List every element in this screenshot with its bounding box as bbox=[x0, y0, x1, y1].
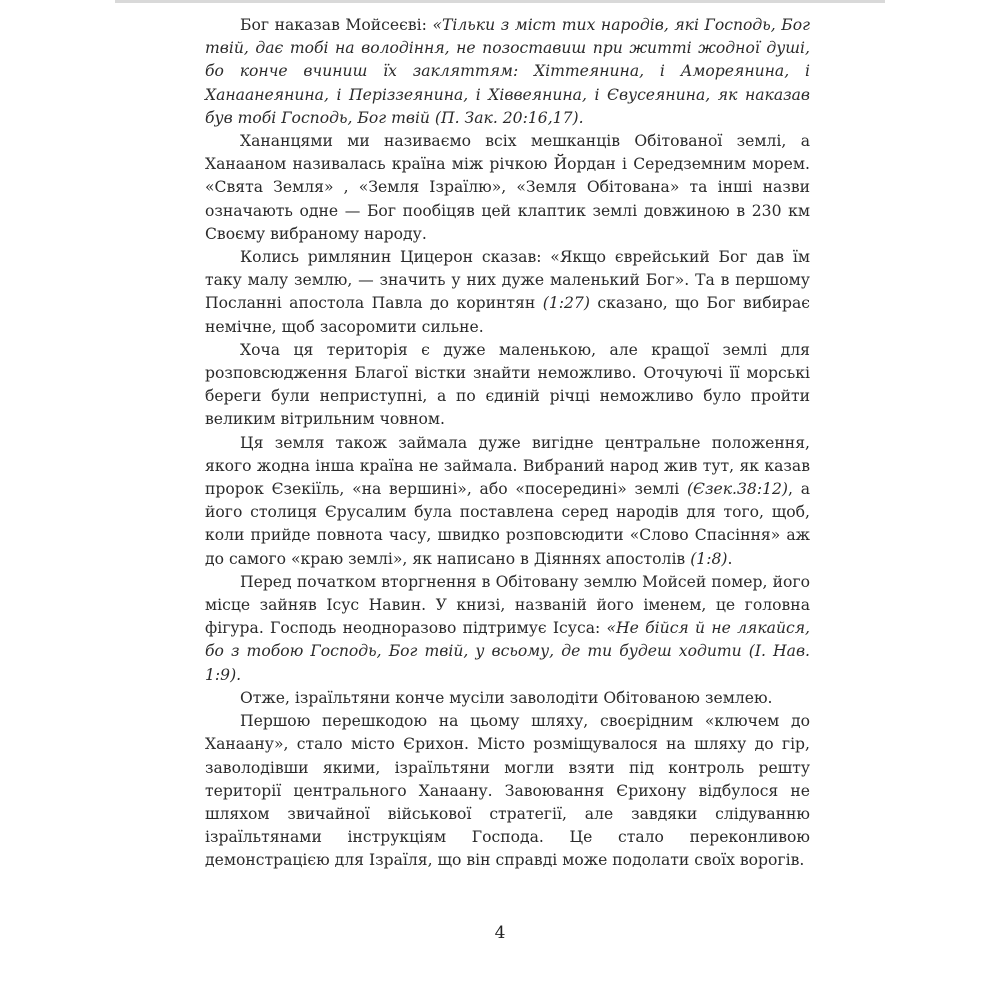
paragraph-text: Бог наказав Мойсеєві: bbox=[240, 16, 433, 34]
paragraph-text: сказано, що Бог вибирає немічне, щоб засоромити сильне. bbox=[205, 294, 811, 336]
paragraph-text: Перед початком вторгнення в Обітовану землю Мойсей помер, його місце зайняв Ісус Навин. У книзі, названій його іменем, це головна фігура. Господь неодноразово підтримує Ісуса: bbox=[205, 572, 810, 638]
paragraph-joshua bbox=[205, 571, 810, 687]
paragraph-text: Колись римлянин Цицерон сказав: «Якщо єврейський Бог дав їм таку малу землю, — значить у них дуже маленький Бог». Та в першому Посланні апостола Павла до коринтян bbox=[205, 248, 810, 313]
paragraph-text: Хоча ця територія є дуже маленькою, але кращої землі для розповсюдження Благої вістки знайти неможливо. Оточуючі її морські береги були неприступні, а по єдиній річці неможливо було пройти великим вітрильним човном. bbox=[205, 340, 810, 429]
page-number: 4 bbox=[494, 923, 506, 943]
paragraph-text: , а його столиця Єрусалим була поставлена серед народів для того, щоб, коли прийде повнота часу, швидко розповсюдити «Слово Спасіння» аж до самого «краю землі», як написано в Діяннях апостолів bbox=[205, 480, 810, 568]
paragraph-text: Хананцями ми називаємо всіх мешканців Обітованої землі, а Ханааном називалась країна між річкою Йордан і Середземним морем. «Свята Земля» , «Земля Ізраїлю», «Земля Обітована» та інші назви означають одне — Бог пообіцяв цей клаптик землі довжиною в 230 км Своєму вибраному народу. bbox=[205, 132, 810, 243]
scripture-reference: (1:8) bbox=[690, 549, 728, 568]
paragraph-text: . bbox=[727, 549, 733, 568]
paragraph-cicero bbox=[205, 246, 810, 339]
page-body bbox=[205, 14, 810, 873]
paragraph-central-position bbox=[205, 432, 810, 571]
scripture-quote: «Не бійся й не лякайся, бо з тобою Господь, Бог твій, у всьому, де ти будеш ходити (І. Нав. 1:9). bbox=[205, 619, 811, 684]
scripture-reference: (Єзек.38:12) bbox=[686, 480, 789, 499]
paragraph-text: Ця земля також займала дуже вигідне центральне положення, якого жодна інша країна не займала. Вибраний народ жив тут, як казав пророк Єзекіїль, «на вершині», або «посередині» землі bbox=[205, 433, 810, 499]
paragraph-canaanites bbox=[205, 130, 810, 246]
paragraph-small-territory bbox=[205, 339, 810, 432]
paragraph-text: Першою перешкодою на цьому шляху, своєрідним «ключем до Ханаану», стало місто Єрихон. Місто розміщувалося на шляху до гір, заволодівши якими, ізраїльтяни могли взяти під контроль решту території центрального Ханаану. Завоювання Єрихону відбулося не шляхом звичайної військової стратегії, але завдяки слідуванню ізраїльтянами інструкціям Господа. Це стало переконливою демонстрацією для Ізраїля, що він справді може подолати своїх ворогів. bbox=[205, 712, 810, 870]
top-rule bbox=[115, 0, 885, 3]
paragraph-text: Отже, ізраїльтяни конче мусіли заволодіти Обітованою землею. bbox=[240, 688, 773, 707]
scripture-quote: «Тільки з міст тих народів, які Господь, Бог твій, дає тобі на володіння, не позоставиш при житті жодної душі, бо конче вчиниш їх закляттям: Хіттеянина, і Амореянина, і Ханаанеянина, і Періззеянина, і Хіввеянина, і Євусеянина, як наказав був тобі Господь, Бог твій (П. Зак. 20:16,17). bbox=[205, 16, 810, 127]
paragraph-conquest bbox=[205, 687, 810, 710]
paragraph-moses-command bbox=[205, 14, 810, 130]
scripture-reference: (1:27) bbox=[542, 294, 590, 313]
paragraph-jericho bbox=[205, 710, 810, 872]
